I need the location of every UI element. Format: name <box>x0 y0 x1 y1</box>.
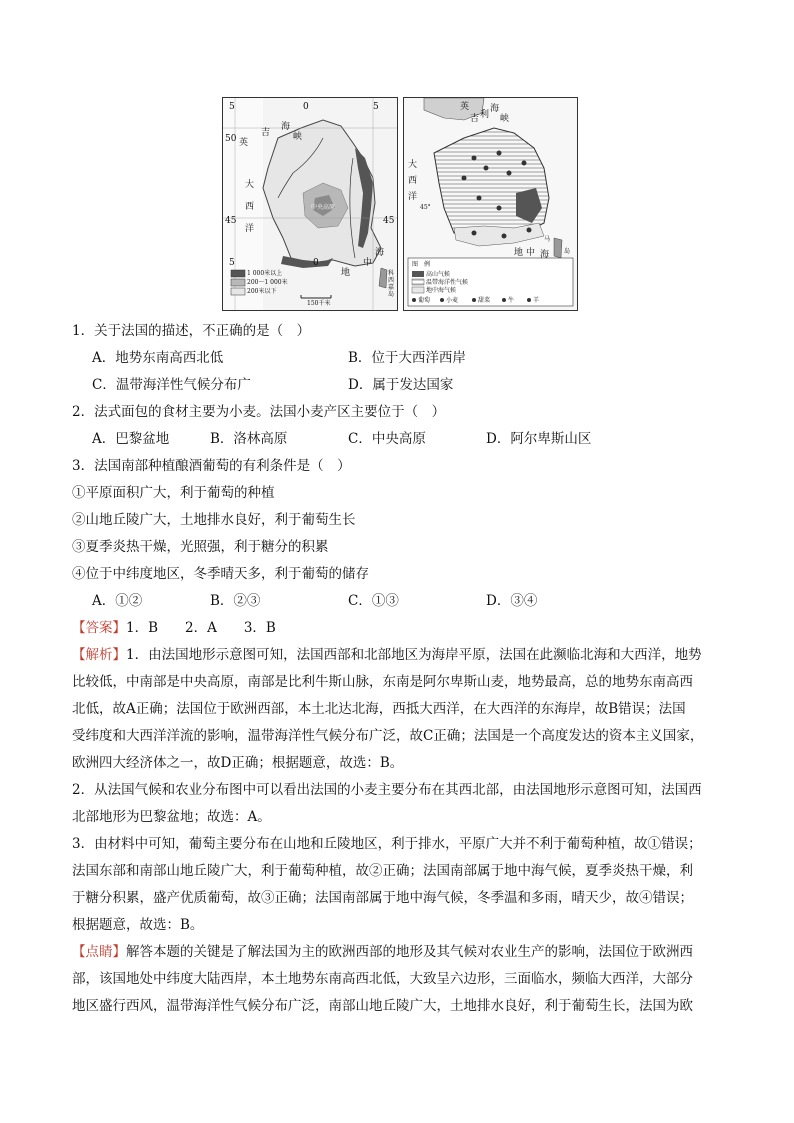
map1-lat-45-right: 45 <box>383 216 395 226</box>
analysis-p1-l2: 比较低，中南部是中央高原，南部是比利牛斯山脉，东南是阿尔卑斯山麦，地势最高，总的地势东南高西 <box>72 674 693 690</box>
answer-text: 1．B 2．A 3．B <box>126 620 276 636</box>
map1-jia: 嘉 <box>388 284 395 291</box>
analysis-p1-l3: 北低，故A正确；法国位于欧洲西部，本土北达北海，西抵大西洋，在大西洋的东海岸，故B错误；法国 <box>72 701 686 717</box>
q1-option-c: C．温带海洋性气候分布广 <box>92 377 251 393</box>
analysis-p1-l1: 1．由法国地形示意图可知，法国西部和北部地区为海岸平原，法国在此濒临北海和大西洋，地势 <box>126 647 702 663</box>
map2-legend-mediterranean: 地中海气候 <box>426 287 457 294</box>
map2-ying: 英 <box>460 102 470 112</box>
map2-ma: 马 <box>544 236 551 243</box>
map2-livestock-sheep: 羊 <box>533 297 540 304</box>
map1-legend-2: 200～1 000米 <box>247 279 288 286</box>
q3-option-a: A．①② <box>92 593 143 609</box>
map1-lon-right: 5 <box>373 102 379 112</box>
map1-lat-45-left: 45 <box>225 216 237 226</box>
q2-option-c: C．中央高原 <box>348 431 426 447</box>
q2-options-row <box>72 426 732 453</box>
q3-statement-4: ④位于中纬度地区，冬季晴天多，利于葡萄的储存 <box>72 566 369 582</box>
map1-ke: 科 <box>388 270 395 277</box>
q1-stem: 1．关于法国的描述，不正确的是（ ） <box>72 323 311 339</box>
france-climate-agriculture-map <box>403 97 578 311</box>
map1-legend-1: 1 000米以上 <box>247 270 283 277</box>
map1-central-highland: 中央高原 <box>311 204 336 211</box>
map1-da: 大 <box>245 180 255 190</box>
map-figure <box>222 97 576 309</box>
analysis-p3-l3: 于糖分积累，盛产优质葡萄，故③正确；法国南部属于地中海气候，冬季温和多雨，晴天少，故④错误； <box>72 890 693 906</box>
map2-crop-grape: 葡萄 <box>418 297 431 304</box>
analysis-p1-l5: 欧洲四大经济体之一，故D正确；根据题意，故选：B。 <box>72 755 404 771</box>
analysis-line-1 <box>72 642 732 669</box>
map1-hai2: 海 <box>375 248 385 258</box>
q2-option-b: B．洛林高原 <box>210 431 288 447</box>
map2-da: 大 <box>408 160 418 170</box>
analysis-p2-l1: 2．从法国气候和农业分布图中可以看出法国的小麦主要分布在其西北部，由法国地形示意图可知，法国西 <box>72 782 702 798</box>
map1-lon-bottom2: 0 <box>313 258 319 268</box>
map1-lon-top: 5 <box>229 102 235 112</box>
map2-legend-alpine: 高山气候 <box>426 271 451 278</box>
map1-hai1: 海 <box>281 122 291 132</box>
map2-crop-wheat: 小麦 <box>446 297 459 304</box>
comment-line-1 <box>72 939 732 966</box>
q2-option-d: D．阿尔卑斯山区 <box>486 431 592 447</box>
analysis-p2-l2: 北部地形为巴黎盆地；故选：A。 <box>72 809 271 825</box>
map2-lat45: 45° <box>420 204 431 211</box>
comment-l1: 解答本题的关键是了解法国为主的欧洲西部的地形及其气候对农业生产的影响，法国位于欧洲西 <box>126 944 693 960</box>
map2-xi: 西 <box>408 176 418 186</box>
map1-ji: 吉 <box>261 128 271 138</box>
map1-lon-bottom: 5 <box>229 258 235 268</box>
q1-options-row2 <box>72 372 732 399</box>
map2-xia: 峡 <box>500 114 510 124</box>
map1-xia1: 峡 <box>293 132 303 142</box>
q2-stem: 2．法式面包的食材主要为小麦。法国小麦产区主要位于（ ） <box>72 404 446 420</box>
comment-l2: 部，该国地处中纬度大陆西岸，本土地势东南高西北低，大致呈六边形，三面临水，频临大西洋，大部分 <box>72 971 693 987</box>
q3-options-row <box>72 588 732 615</box>
map2-hai: 海 <box>490 104 500 114</box>
comment-l3: 地区盛行西风，温带海洋性气候分布广泛，南部山地丘陵广大，土地排水良好，利于葡萄生长，法国为欧 <box>72 998 693 1014</box>
map2-li: 利 <box>480 110 490 120</box>
q3-stem: 3．法国南部种植酿酒葡萄的有利条件是（ ） <box>72 458 351 474</box>
map2-legend-title: 图 例 <box>412 261 431 268</box>
map1-scale: 150千米 <box>307 300 331 307</box>
map1-dao: 岛 <box>388 291 395 298</box>
q3-option-d: D．③④ <box>486 593 538 609</box>
france-terrain-map <box>222 97 398 311</box>
q1-option-a: A．地势东南高西北低 <box>92 350 224 366</box>
q3-option-b: B．②③ <box>210 593 261 609</box>
analysis-tag: 【解析】 <box>72 647 126 663</box>
map2-crop-beet: 甜菜 <box>478 297 491 304</box>
map1-lon-top2: 0 <box>303 102 309 112</box>
analysis-p3-l1: 3．由材料中可知，葡萄主要分布在山地和丘陵地区，利于排水，平原广大并不利于葡萄种植，故①错误； <box>72 836 702 852</box>
q1-options-row1 <box>72 345 732 372</box>
map1-legend-3: 200米以下 <box>247 288 277 295</box>
map1-di: 地 <box>341 268 351 278</box>
analysis-p3-l2: 法国东部和南部山地丘陵广大，利于葡萄种植，故②正确；法国南部属于地中海气候，夏季炎热干燥，利 <box>72 863 693 879</box>
q3-statement-1: ①平原面积广大，利于葡萄的种植 <box>72 485 275 501</box>
map1-xi2: 西 <box>388 277 395 284</box>
map2-zhong: 中 <box>526 248 536 258</box>
map1-xi: 西 <box>245 202 255 212</box>
analysis-p3-l4: 根据题意，故选：B。 <box>72 917 204 933</box>
map2-di: 地 <box>514 248 524 258</box>
q1-option-b: B．位于大西洋西岸 <box>348 350 466 366</box>
answer-tag: 【答案】 <box>72 620 126 636</box>
q3-statement-3: ③夏季炎热干燥，光照强，利于糖分的积累 <box>72 539 329 555</box>
comment-tag: 【点睛】 <box>72 944 126 960</box>
map1-zhong: 中 <box>363 258 373 268</box>
map2-hai2: 海 <box>540 250 550 260</box>
q3-statement-2: ②山地丘陵广大，土地排水良好，利于葡萄生长 <box>72 512 356 528</box>
map2-dao: 岛 <box>564 248 571 255</box>
map2-yang: 洋 <box>408 192 418 202</box>
q2-option-a: A．巴黎盆地 <box>92 431 170 447</box>
q3-option-c: C．①③ <box>348 593 399 609</box>
map2-livestock-cattle: 牛 <box>508 297 515 304</box>
map2-ji: 吉 <box>470 114 480 124</box>
map2-legend-oceanic: 温带海洋性气候 <box>426 279 469 286</box>
analysis-p1-l4: 受纬度和大西洋洋流的影响，温带海洋性气候分布广泛，故C正确；法国是一个高度发达的资本主义国家， <box>72 728 704 744</box>
answer-line <box>72 615 732 642</box>
map1-yang: 洋 <box>245 224 255 234</box>
map1-ying: 英 <box>239 138 249 148</box>
q1-option-d: D．属于发达国家 <box>348 377 454 393</box>
map1-lat-50: 50 <box>225 134 237 144</box>
question-text-block <box>72 318 732 1020</box>
